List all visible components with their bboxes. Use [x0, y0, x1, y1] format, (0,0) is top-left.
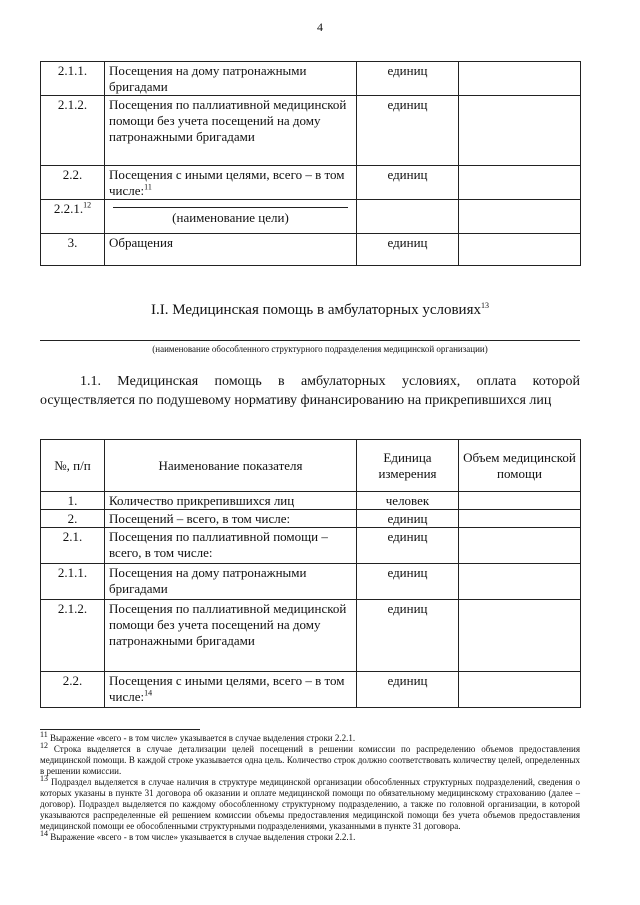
table-row — [41, 564, 581, 600]
table-row — [41, 492, 581, 510]
row-unit: единиц — [357, 600, 459, 672]
org-caption: (наименование обособленного структурного подразделения медицинской организации) — [152, 344, 488, 354]
purpose-blank[interactable] — [105, 200, 357, 234]
row-number: 2.1.2. — [41, 96, 105, 166]
row-name: Посещения по паллиативной помощи – всего, в том числе: — [105, 528, 357, 564]
footnotes — [40, 730, 581, 843]
paragraph — [40, 372, 580, 410]
header-name: Наименование показателя — [105, 440, 357, 492]
footnote-mark: 12 — [40, 741, 48, 750]
row-unit: единиц — [357, 96, 459, 166]
table-row — [41, 62, 581, 96]
footnote-mark: 14 — [40, 829, 48, 838]
section-title — [0, 302, 640, 319]
row-unit: единиц — [357, 234, 459, 266]
row-name: Посещений – всего, в том числе: — [105, 510, 357, 528]
row-number: 2.2. — [41, 166, 105, 200]
row-number: 2. — [41, 510, 105, 528]
row-unit — [357, 200, 459, 234]
row-value[interactable] — [459, 96, 581, 166]
table-row — [41, 510, 581, 528]
header-num: №, п/п — [41, 440, 105, 492]
row-name — [105, 672, 357, 708]
table-row — [41, 200, 581, 234]
row-number: 2.1.1. — [41, 62, 105, 96]
footnote — [40, 741, 581, 777]
row-number-text: 2.2.1. — [53, 201, 84, 216]
footnote — [40, 829, 580, 843]
row-name: Посещения по паллиативной медицинской помощи без учета посещений на дому патронажными бригадами — [105, 600, 357, 672]
row-name: Обращения — [105, 234, 357, 266]
paragraph-text: 1.1. Медицинская помощь в амбулаторных условиях, оплата которой осуществляется по подушевому нормативу финансированию на прикрепившихся лиц — [40, 374, 580, 408]
footnote-text: Подраздел выделяется в случае наличия в структуре медицинской организации обособленных структурных подразделений, сведения о которых указаны в пункте 31 договора об оказании и оплате медицинской помощи по обязательному медицинскому страхованию (далее – договор). Подраздел выделяется по каждому обособленному структурному подразделению, а также по головной организации, в которой указываются распределенные ей решением комиссии объемы предоставления медицинской помощи без учета объемов предоставления медицинской помощи ее обособленными структурными подразделениями, указанными в пункте 31 договора. — [40, 777, 581, 831]
table-row — [41, 96, 581, 166]
purpose-caption: (наименование цели) — [172, 210, 289, 225]
footnote-mark: 13 — [40, 774, 48, 783]
footnote-text: Строка выделяется в случае детализации целей посещений в решении комиссии по распределению объемов предоставления медицинской помощи. В каждой строке указывается одна цель. Количество строк должно соответствовать количеству целей, определенных в решении комиссии. — [40, 744, 581, 776]
footnote-mark: 11 — [40, 730, 48, 739]
row-value[interactable] — [459, 166, 581, 200]
row-unit: единиц — [357, 528, 459, 564]
org-fill-line[interactable] — [40, 340, 580, 341]
footnote-ref: 12 — [83, 200, 92, 210]
footnote-text: Выражение «всего - в том числе» указывается в случае выделения строки 2.2.1. — [50, 832, 356, 842]
page-number: 4 — [317, 20, 323, 34]
row-number: 2.2. — [41, 672, 105, 708]
row-value[interactable] — [459, 672, 581, 708]
row-name-text: Посещения с иными целями, всего – в том числе: — [109, 167, 345, 198]
table-row — [41, 234, 581, 266]
header-unit: Единица измерения — [357, 440, 459, 492]
row-unit: человек — [357, 492, 459, 510]
row-name: Посещения на дому патронажными бригадами — [105, 62, 357, 96]
row-number: 1. — [41, 492, 105, 510]
continuation-table — [40, 61, 581, 266]
row-value[interactable] — [459, 600, 581, 672]
table-row — [41, 166, 581, 200]
footnote-ref: 13 — [481, 301, 489, 310]
row-number — [41, 200, 105, 234]
row-value[interactable] — [459, 510, 581, 528]
row-value[interactable] — [459, 564, 581, 600]
footnote-divider — [40, 729, 200, 730]
footnote-ref: 14 — [144, 688, 153, 698]
indicators-table — [40, 439, 581, 708]
table-header-row — [41, 440, 581, 492]
row-name-text: Посещения с иными целями, всего – в том числе: — [109, 673, 345, 704]
row-name — [105, 166, 357, 200]
row-unit: единиц — [357, 564, 459, 600]
footnote-text: Выражение «всего - в том числе» указывается в случае выделения строки 2.2.1. — [49, 733, 356, 743]
section-title-text: I.I. Медицинская помощь в амбулаторных условиях — [151, 302, 481, 318]
row-number: 2.1.2. — [41, 600, 105, 672]
row-value[interactable] — [459, 492, 581, 510]
row-value[interactable] — [459, 62, 581, 96]
footnote-ref: 11 — [144, 182, 152, 192]
row-name: Посещения на дому патронажными бригадами — [105, 564, 357, 600]
row-unit: единиц — [357, 510, 459, 528]
row-unit: единиц — [357, 62, 459, 96]
footnote — [40, 730, 580, 744]
fill-in-line — [113, 207, 348, 208]
row-number: 3. — [41, 234, 105, 266]
row-unit: единиц — [357, 166, 459, 200]
row-number: 2.1. — [41, 528, 105, 564]
row-name: Количество прикрепившихся лиц — [105, 492, 357, 510]
table-row — [41, 672, 581, 708]
row-number: 2.1.1. — [41, 564, 105, 600]
table-row — [41, 600, 581, 672]
row-unit: единиц — [357, 672, 459, 708]
row-value[interactable] — [459, 528, 581, 564]
row-value[interactable] — [459, 234, 581, 266]
row-value[interactable] — [459, 200, 581, 234]
header-value: Объем медицинской помощи — [459, 440, 581, 492]
row-name: Посещения по паллиативной медицинской помощи без учета посещений на дому патронажными бригадами — [105, 96, 357, 166]
table-row — [41, 528, 581, 564]
footnote — [40, 774, 581, 832]
